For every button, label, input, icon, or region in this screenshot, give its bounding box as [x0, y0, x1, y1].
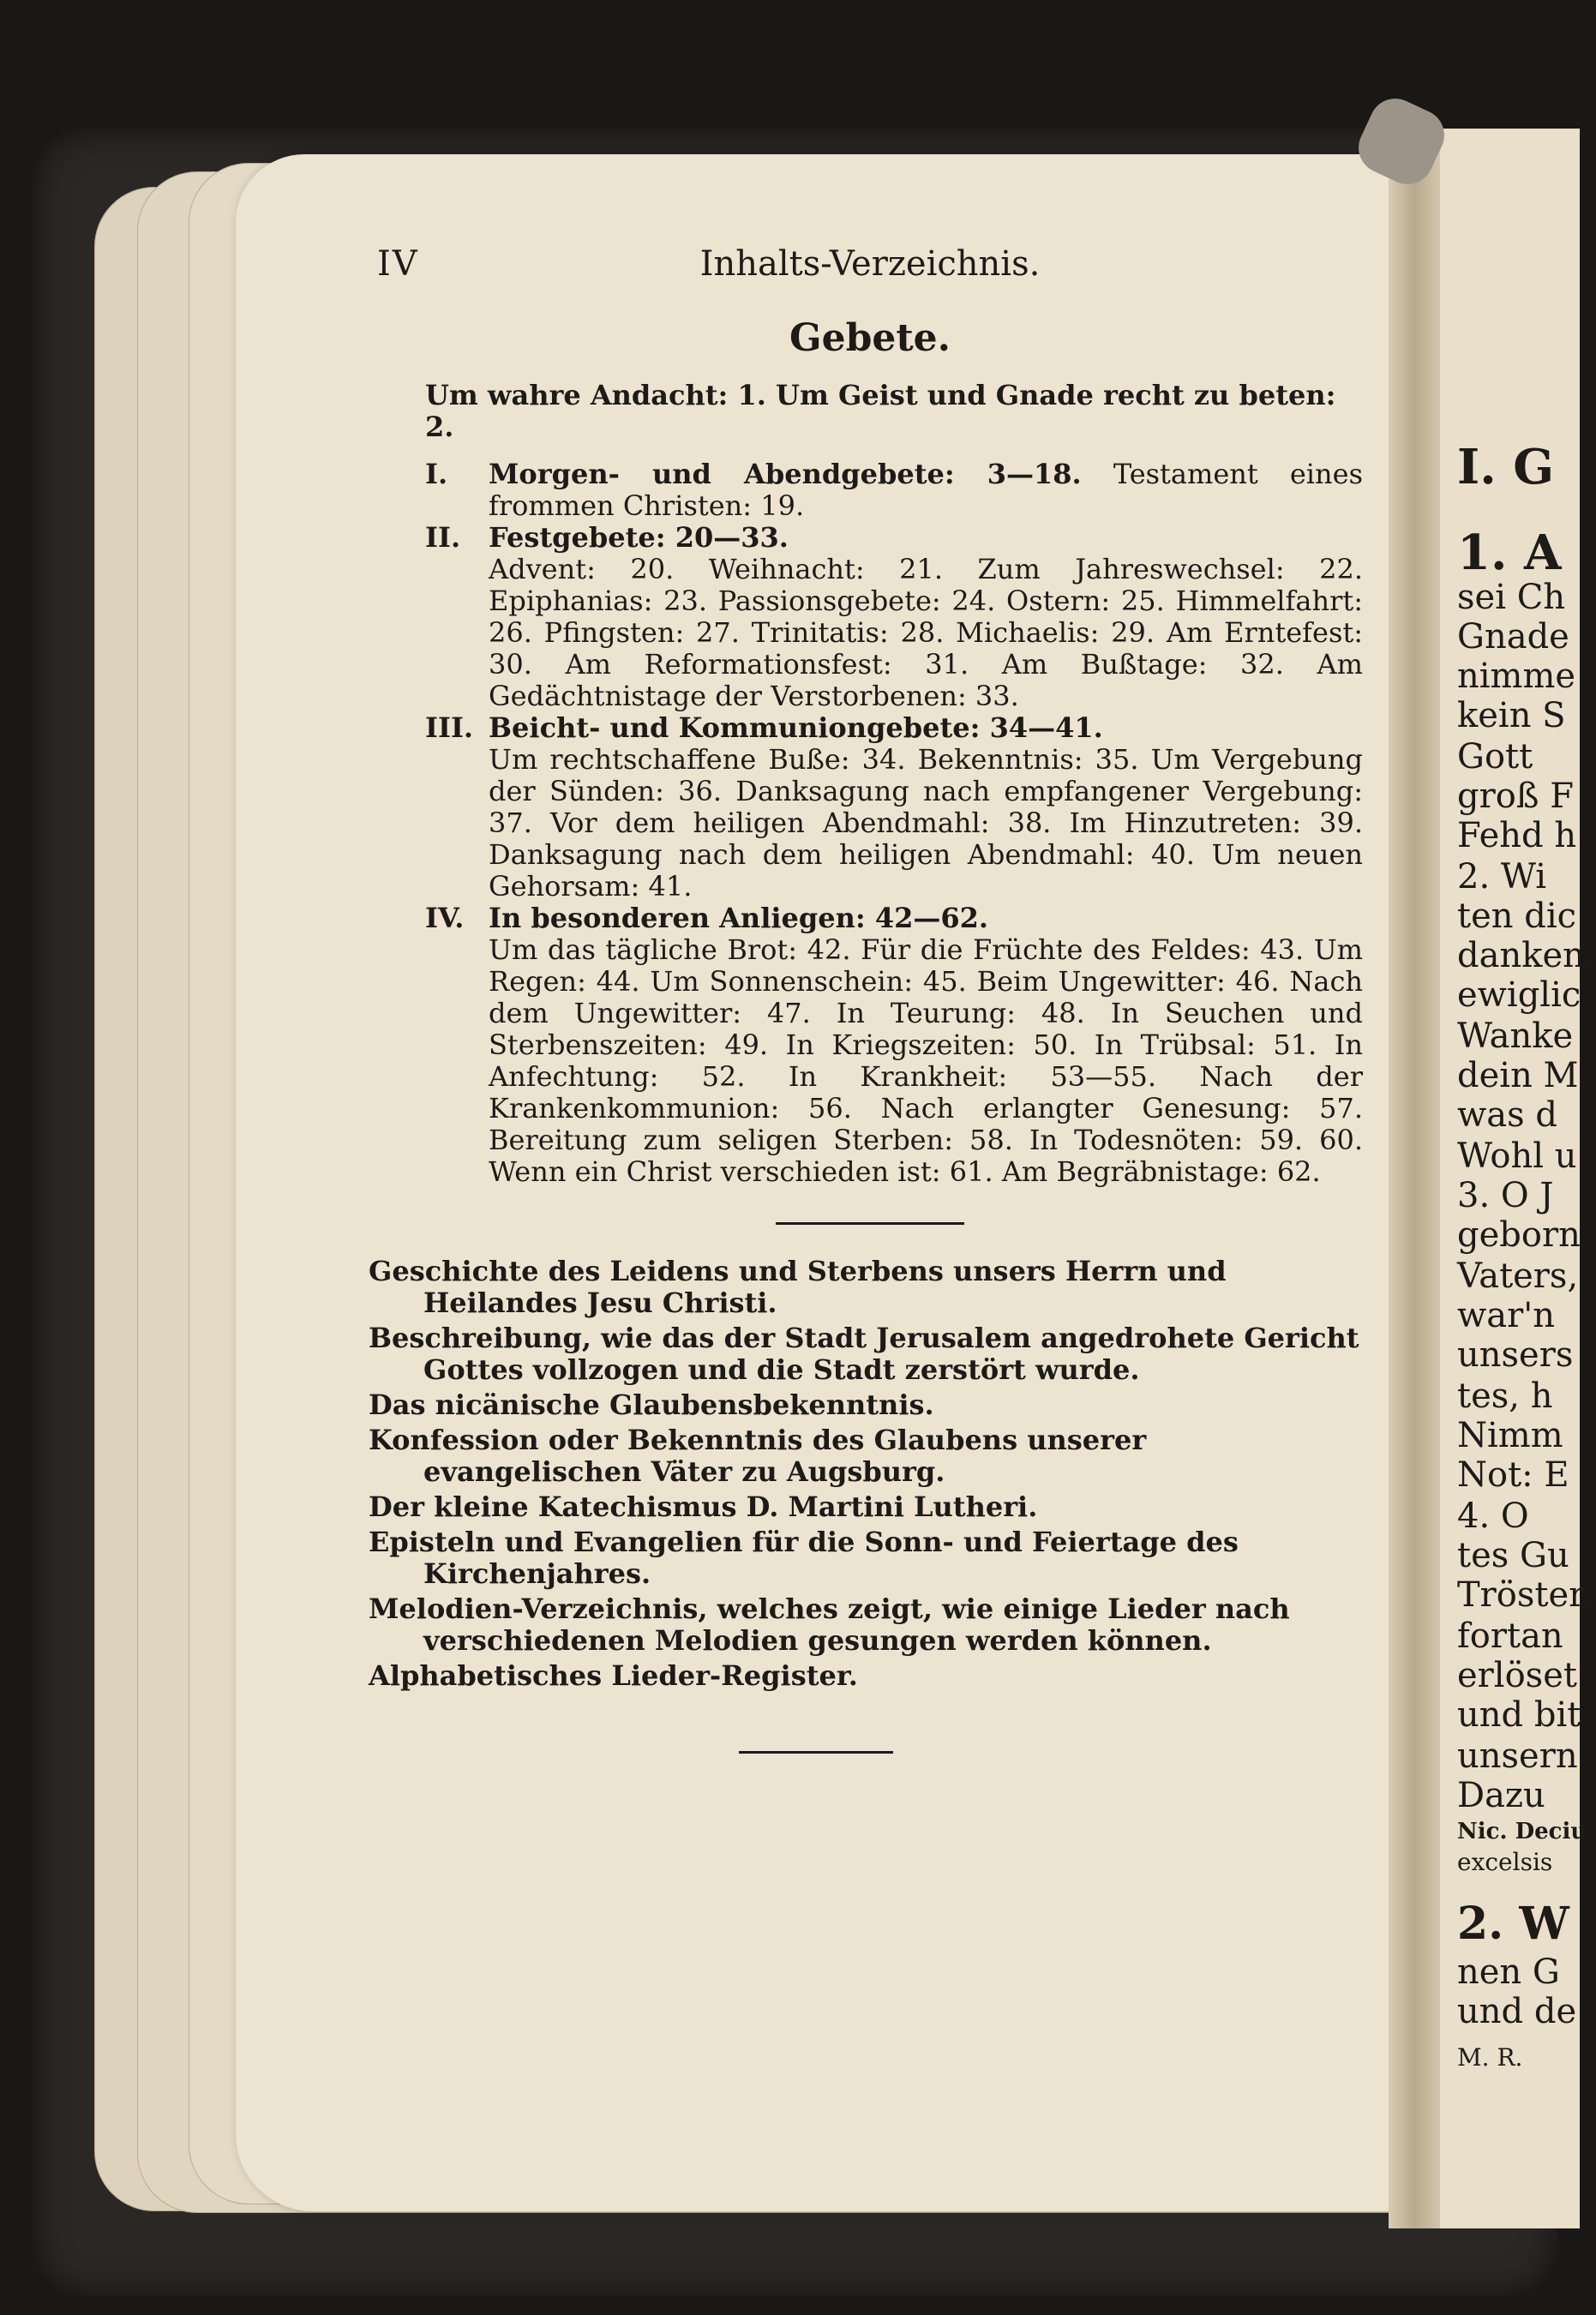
right-fragment: und de — [1457, 1992, 1577, 2031]
right-fragment: Tröster, — [1457, 1575, 1593, 1615]
group-title: In besonderen Anliegen: 42—62. — [489, 902, 989, 934]
right-fragment: danken, — [1457, 936, 1596, 975]
group-title: Beicht- und Kommuniongebete: 34—41. — [489, 711, 1103, 744]
right-fragment: tes Gu — [1457, 1536, 1569, 1575]
prayer-group — [377, 459, 1363, 522]
right-fragment: Nimm — [1457, 1416, 1563, 1455]
right-fragment: unsern — [1457, 1736, 1578, 1776]
right-fragment: nimme — [1457, 657, 1576, 696]
divider — [776, 1222, 964, 1225]
group-entries: Advent: 20. Weihnacht: 21. Zum Jahreswechsel: 22. Epiphanias: 23. Passionsgebete: 24. Ostern: 25. Himmelfahrt: 26. Pfingsten: 27. Trinitatis: 28. Michaelis: 29. Am Erntefest: 30. Am Reformationsfest: 31. Am Bußtage: 32. Am Gedächtnistage der Verstorbenen: 33. — [489, 553, 1363, 712]
page-header — [377, 244, 1363, 300]
right-fragment: Vaters, — [1457, 1256, 1579, 1296]
right-fragment: groß F — [1457, 777, 1574, 816]
right-fragment: erlöset — [1457, 1656, 1577, 1695]
group-title: Morgen- und Abendgebete: 3—18. — [489, 458, 1082, 490]
right-fragment: 4. O — [1457, 1496, 1529, 1536]
right-fragment: fortan — [1457, 1616, 1563, 1656]
right-fragment: tes, h — [1457, 1376, 1553, 1416]
group-title: Festgebete: 20—33. — [489, 521, 789, 554]
section-title: Gebete. — [789, 316, 951, 360]
right-fragment: unsers — [1457, 1335, 1574, 1375]
group-number: I. — [425, 458, 448, 490]
right-fragment: Dazu — [1457, 1776, 1545, 1815]
right-fragment: sei Ch — [1457, 578, 1566, 617]
right-fragment: 2. W — [1457, 1898, 1569, 1950]
appendix-item: Geschichte des Leidens und Sterbens unsers Herrn und Heilandes Jesu Christi. — [369, 1255, 1227, 1319]
right-fragment: excelsis — [1457, 1848, 1553, 1876]
group-number: III. — [425, 711, 474, 744]
right-fragment: und bit — [1457, 1695, 1581, 1735]
right-fragment: was d — [1457, 1095, 1557, 1135]
group-entries: Testament eines frommen Christen: 19. — [489, 458, 1364, 522]
group-entries: Um das tägliche Brot: 42. Für die Früchte des Feldes: 43. Um Regen: 44. Um Sonnenschein: 45. Beim Ungewitter: 46. Nach dem Ungewitter: 47. In Teurung: 48. In Seuchen und Sterbenszeiten: 49. In Kriegszeiten: 50. In Trübsal: 51. In Anfechtung: 52. In Krankheit: 53—55. Nach der Krankenkommunion: 56. Nach erlangter Genesung: 57. Bereitung zum seligen Sterben: 58. In Todesnöten: 59. 60. Wenn ein Christ verschieden ist: 61. Am Begräbnistage: 62. — [489, 933, 1363, 1188]
right-fragment: Fehd h — [1457, 816, 1577, 855]
right-fragment: dein M — [1457, 1056, 1579, 1095]
group-number: IV. — [425, 902, 465, 934]
right-fragment: ewiglic — [1457, 975, 1581, 1015]
group-number: II. — [425, 521, 461, 554]
right-fragment: Gnade — [1457, 617, 1569, 657]
right-fragment: Wohl u — [1457, 1137, 1577, 1176]
appendix-item: Melodien-Verzeichnis, welches zeigt, wie einige Lieder nach verschiedenen Melodien gesungen werden können. — [369, 1592, 1290, 1657]
page-number: IV — [377, 244, 419, 284]
table-of-contents — [369, 244, 1364, 1695]
right-fragment: Nic. Deciu — [1457, 1819, 1587, 1844]
right-fragment: geborn — [1457, 1215, 1581, 1255]
right-fragment: Gott — [1457, 737, 1533, 777]
appendix-item: Episteln und Evangelien für die Sonn- und Feiertage des Kirchenjahres. — [369, 1526, 1239, 1590]
running-title: Inhalts-Verzeichnis. — [699, 244, 1041, 284]
right-fragment: 1. A — [1457, 525, 1562, 581]
right-fragment: M. R. — [1457, 2043, 1523, 2072]
right-fragment: ten dic — [1457, 897, 1577, 936]
appendix-item: Das nicänische Glaubensbekenntnis. — [369, 1388, 934, 1421]
prayer-group — [377, 712, 1363, 903]
appendix-list — [369, 1256, 1363, 1692]
intro-line: Um wahre Andacht: 1. Um Geist und Gnade recht zu beten: 2. — [425, 379, 1336, 443]
right-fragment: Not: E — [1457, 1455, 1569, 1495]
prayer-group — [377, 522, 1363, 712]
prayer-group — [377, 903, 1363, 1188]
end-divider — [739, 1751, 893, 1754]
right-fragment: war'n — [1457, 1296, 1555, 1335]
appendix-item: Der kleine Katechismus D. Martini Lutheri. — [369, 1490, 1038, 1523]
group-entries: Um rechtschaffene Buße: 34. Bekenntnis: 35. Um Vergebung der Sünden: 36. Danksagung nach empfangener Vergebung: 37. Vor dem heiligen Abendmahl: 38. Im Hinzutreten: 39. Danksagung nach dem heiligen Abendmahl: 40. Um neuen Gehorsam: 41. — [489, 743, 1363, 903]
right-fragment: nen G — [1457, 1952, 1560, 1992]
appendix-item: Alphabetisches Lieder-Register. — [369, 1659, 858, 1692]
right-fragment: 3. O J — [1457, 1176, 1554, 1215]
appendix-item: Beschreibung, wie das der Stadt Jerusalem angedrohete Gericht Gottes vollzogen und die Stadt zerstört wurde. — [369, 1322, 1359, 1386]
book-gutter — [1389, 137, 1440, 2228]
right-fragment: Wanke — [1457, 1017, 1574, 1056]
right-fragment: I. G — [1457, 439, 1555, 495]
right-fragment: 2. Wi — [1457, 857, 1547, 897]
group-text — [489, 459, 1363, 522]
appendix-item: Konfession oder Bekenntnis des Glaubens unserer evangelischen Väter zu Augsburg. — [369, 1424, 1147, 1488]
right-fragment: kein S — [1457, 696, 1566, 735]
